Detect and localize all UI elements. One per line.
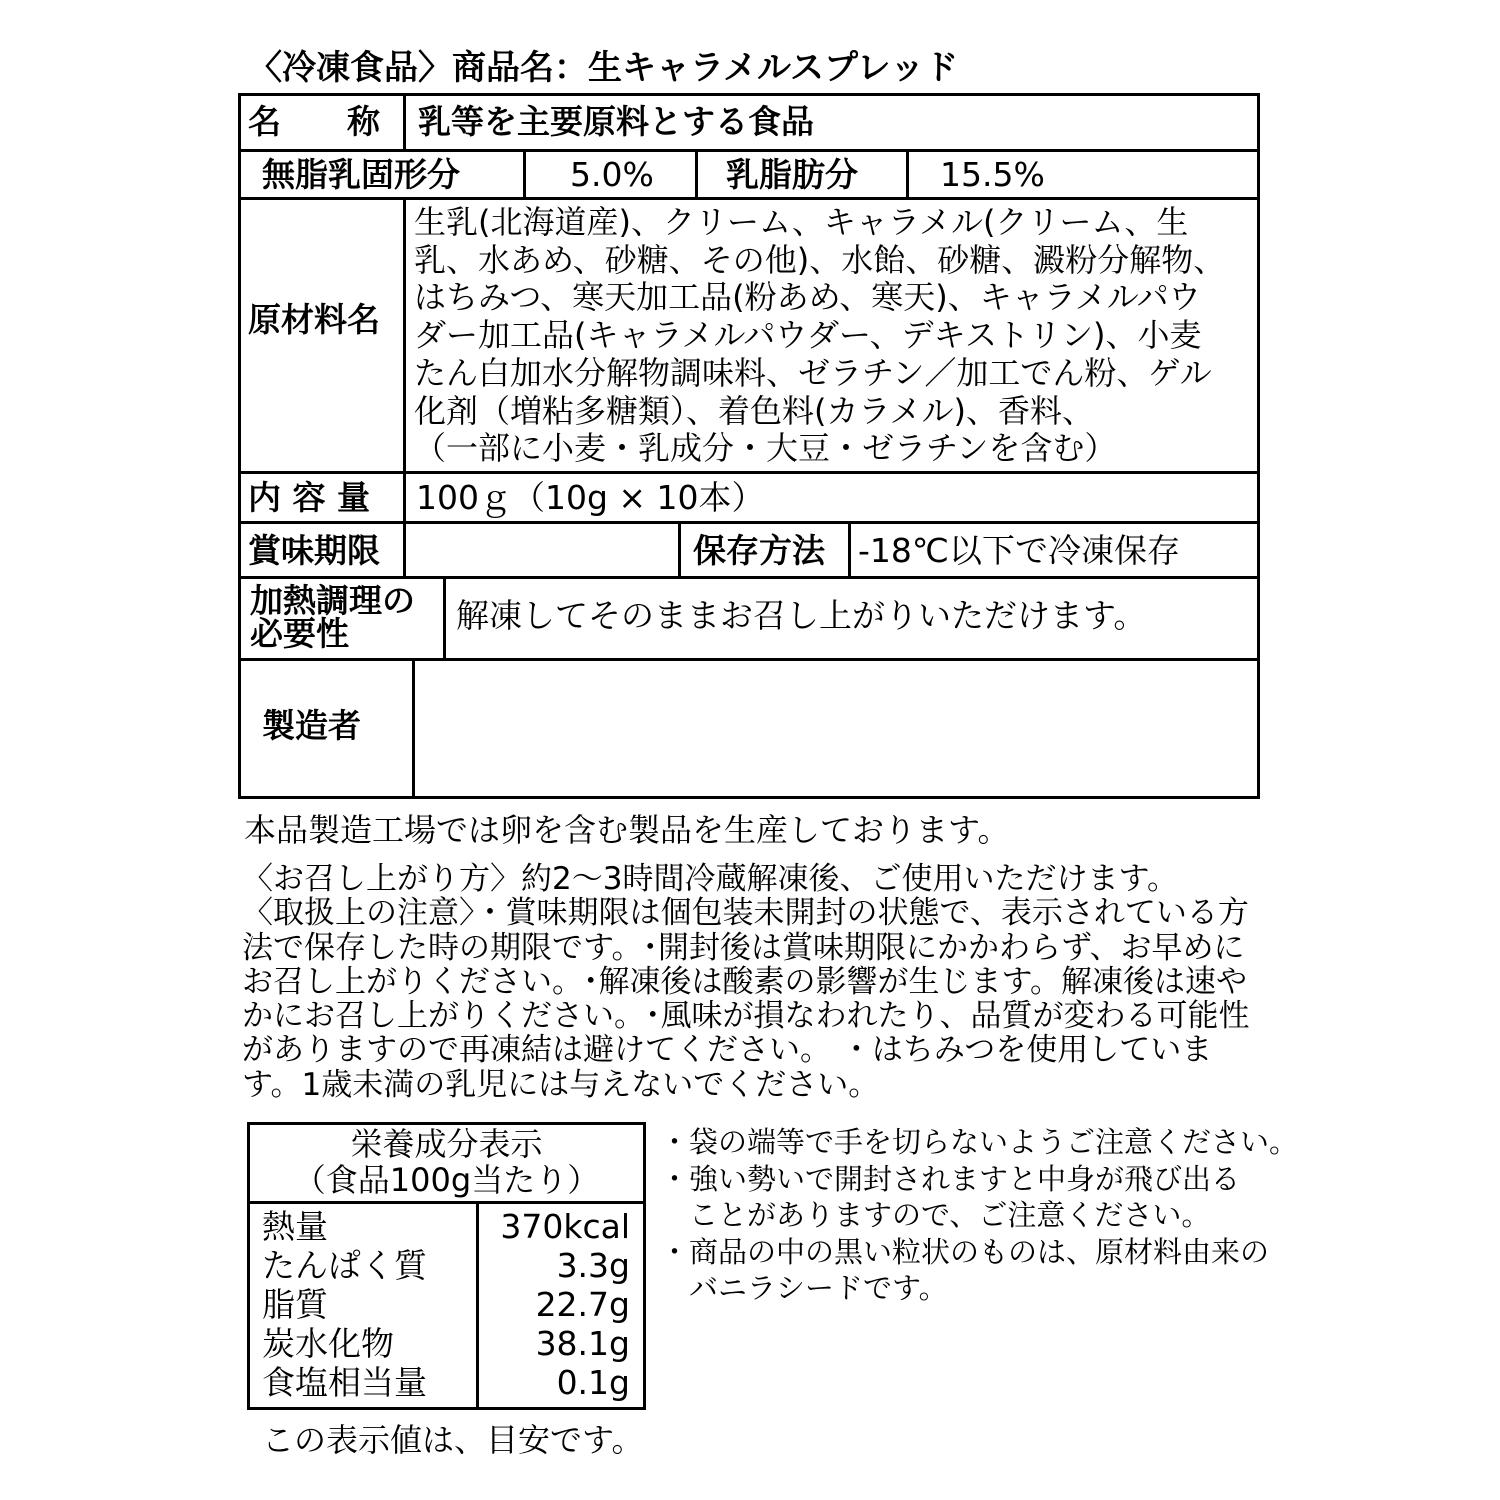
best-before-label: 賞味期限 bbox=[248, 531, 380, 570]
egg-notice: 本品製造工場では卵を含む製品を生産しております。 bbox=[244, 811, 1010, 849]
nutrition-row-value: 0.1g bbox=[556, 1363, 630, 1402]
nutrition-row-value: 370kcal bbox=[500, 1207, 630, 1246]
milk-fat-value: 15.5% bbox=[940, 155, 1045, 194]
product-header bbox=[248, 50, 958, 86]
nutrition-labels bbox=[262, 1207, 427, 1402]
product-name: 生キャラメルスプレッド bbox=[588, 48, 959, 88]
nutrition-row-label: 炭水化物 bbox=[262, 1324, 394, 1363]
nutrition-row-label: 脂質 bbox=[262, 1285, 328, 1324]
ingredients-line: 化剤（増粘多糖類）、着色料(カラメル)、香料、 bbox=[414, 391, 1095, 430]
milk-fat-label: 乳脂肪分 bbox=[726, 155, 858, 194]
instruction-line: がありますので再凍結は避けてください。 ・はちみつを使用していま bbox=[242, 1032, 1213, 1069]
nutrition-title bbox=[250, 1126, 643, 1198]
heating-value: 解凍してそのままお召し上がりいただけます。 bbox=[456, 596, 1147, 635]
handling-instructions bbox=[242, 862, 1250, 1102]
ingredients-label: 原材料名 bbox=[248, 300, 380, 339]
heating-label-line: 加熱調理の bbox=[250, 581, 415, 620]
nutrition-values bbox=[480, 1207, 630, 1402]
nutrition-row-value: 38.1g bbox=[535, 1324, 630, 1363]
ingredients-line: はちみつ、寒天加工品(粉あめ、寒天)、キャラメルパウ bbox=[414, 278, 1201, 317]
instruction-line: す。1歳未満の乳児には与えないでください。 bbox=[242, 1066, 880, 1103]
contents-label: 内 容 量 bbox=[248, 478, 370, 517]
instruction-line: お召し上がりください。･解凍後は酸素の影響が生じます。解凍後は速や bbox=[242, 963, 1248, 1000]
ingredients-line: （一部に小麦・乳成分・大豆・ゼラチンを含む） bbox=[414, 429, 1117, 468]
ingredients-list bbox=[414, 204, 1225, 468]
instruction-line: 法で保存した時の期限です。･開封後は賞味期限にかかわらず、お早めに bbox=[242, 929, 1245, 966]
nutrition-footnote: この表示値は、目安です。 bbox=[262, 1421, 644, 1459]
ingredients-line: 生乳(北海道産)、クリーム、キャラメル(クリーム、生 bbox=[414, 203, 1189, 241]
heating-label-line: 必要性 bbox=[250, 614, 349, 653]
side-notes bbox=[660, 1124, 1298, 1307]
instruction-line: 〈お召し上がり方〉約2～3時間冷蔵解凍後、ご使用いただけます。 bbox=[242, 861, 1178, 897]
heating-label bbox=[250, 581, 415, 653]
manufacturer-label: 製造者 bbox=[262, 706, 361, 745]
contents-value: 100ｇ（10g × 10本） bbox=[416, 478, 765, 517]
nutrition-title-line: 栄養成分表示 bbox=[350, 1125, 543, 1163]
nutrition-row-value: 22.7g bbox=[535, 1285, 630, 1324]
category-label: 〈冷凍食品〉 bbox=[248, 48, 452, 88]
name-label: 名 称 bbox=[248, 102, 380, 141]
product-name-label: 商品名： bbox=[452, 48, 588, 88]
ingredients-line: 乳、水あめ、砂糖、その他)、水飴、砂糖、澱粉分解物、 bbox=[414, 240, 1226, 279]
milk-solids-value: 5.0% bbox=[570, 155, 654, 194]
instruction-line: かにお召し上がりください。･風味が損なわれたり、品質が変わる可能性 bbox=[242, 998, 1250, 1035]
nutrition-row-label: 食塩相当量 bbox=[262, 1363, 427, 1402]
storage-label: 保存方法 bbox=[693, 531, 825, 570]
side-note-line: バニラシードです。 bbox=[660, 1271, 948, 1305]
side-note-line: ・商品の中の黒い粒状のものは、原材料由来の bbox=[660, 1234, 1270, 1269]
nutrition-row-label: たんぱく質 bbox=[262, 1246, 427, 1285]
instruction-line: 〈取扱上の注意〉・賞味期限は個包装未開封の状態で、表示されている方 bbox=[242, 895, 1249, 932]
side-note-line: ・強い勢いで開封されますと中身が飛び出る bbox=[660, 1161, 1241, 1196]
ingredients-line: たん白加水分解物調味料、ゼラチン／加工でん粉、ゲル bbox=[414, 353, 1212, 392]
nutrition-title-line: （食品100g当たり） bbox=[293, 1161, 600, 1199]
storage-value: -18℃以下で冷凍保存 bbox=[858, 531, 1180, 570]
name-value: 乳等を主要原料とする食品 bbox=[418, 102, 814, 141]
nutrition-row-value: 3.3g bbox=[556, 1246, 630, 1285]
nutrition-row-label: 熱量 bbox=[262, 1207, 328, 1246]
side-note-line: ・袋の端等で手を切らないようご注意ください。 bbox=[660, 1125, 1299, 1159]
milk-solids-label: 無脂乳固形分 bbox=[262, 155, 460, 194]
ingredients-line: ダー加工品(キャラメルパウダー、デキストリン)、小麦 bbox=[414, 316, 1202, 355]
side-note-line: ことがありますので、ご注意ください。 bbox=[660, 1198, 1211, 1232]
